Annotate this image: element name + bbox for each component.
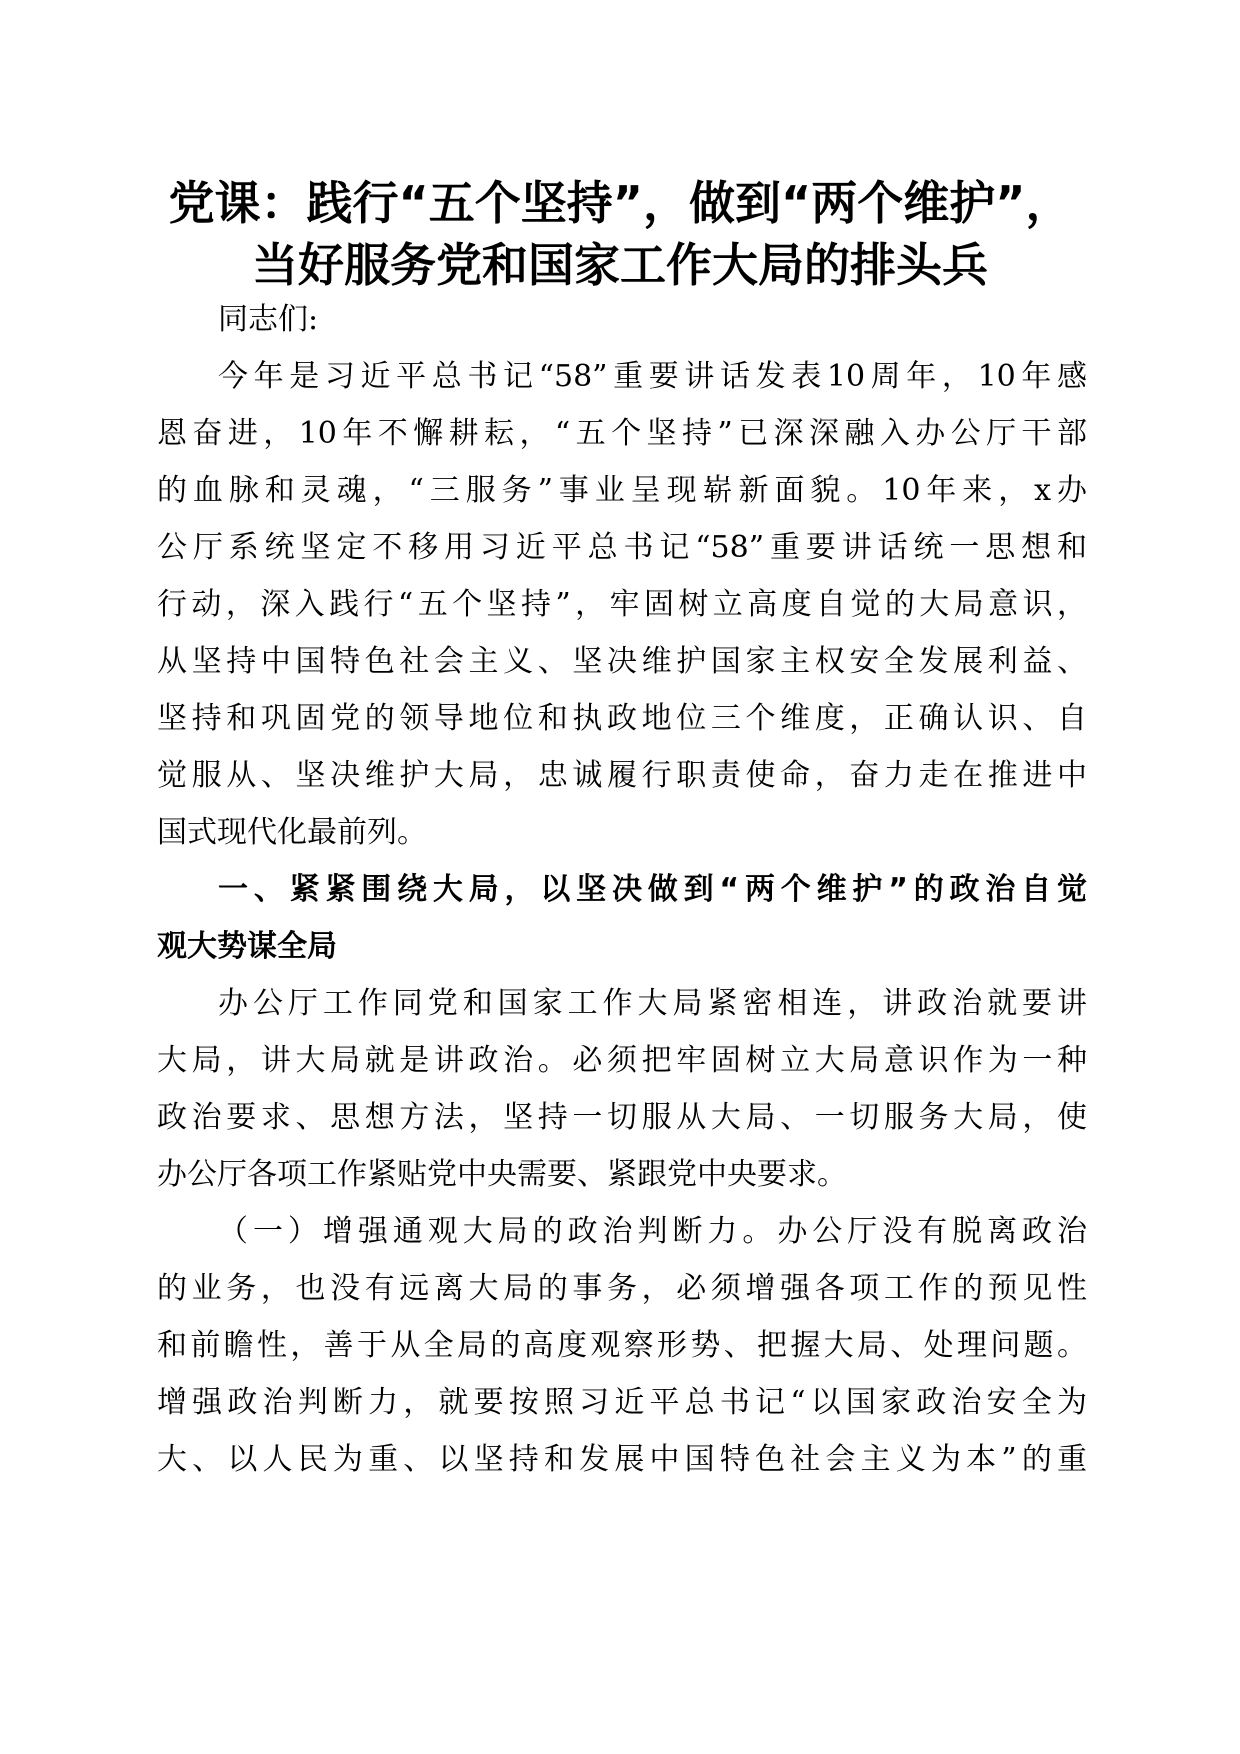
paragraph-line: 行动，深入践行“五个坚持”，牢固树立高度自觉的大局意识， xyxy=(157,587,1087,622)
paragraph-line: 增强政治判断力，就要按照习近平总书记“以国家政治安全为 xyxy=(157,1385,1087,1420)
paragraph-line: 办公厅各项工作紧贴党中央需要、紧跟党中央要求。 xyxy=(157,1157,847,1192)
paragraph-line: 的血脉和灵魂，“三服务”事业呈现崭新面貌。10年来，x办 xyxy=(157,473,1087,508)
paragraph-line: 坚持和巩固党的领导地位和执政地位三个维度，正确认识、自 xyxy=(157,701,1087,736)
paragraph-line: 公厅系统坚定不移用习近平总书记“58”重要讲话统一思想和 xyxy=(157,530,1087,565)
salutation: 同志们: xyxy=(218,302,319,337)
paragraph-line: 今年是习近平总书记“58”重要讲话发表10周年，10年感 xyxy=(218,359,1087,394)
paragraph-line: 大、以人民为重、以坚持和发展中国特色社会主义为本”的重 xyxy=(157,1442,1087,1477)
paragraph-line: 的业务，也没有远离大局的事务，必须增强各项工作的预见性 xyxy=(157,1271,1087,1306)
paragraph-line: 和前瞻性，善于从全局的高度观察形势、把握大局、处理问题。 xyxy=(157,1328,1087,1363)
section-heading-line: 一、紧紧围绕大局，以坚决做到“两个维护”的政治自觉 xyxy=(218,872,1087,907)
document-title-line-2: 当好服务党和国家工作大局的排头兵 xyxy=(252,238,988,292)
section-heading-line: 观大势谋全局 xyxy=(157,929,337,964)
paragraph-line: （一）增强通观大局的政治判断力。办公厅没有脱离政治 xyxy=(218,1214,1087,1249)
paragraph-line: 恩奋进，10年不懈耕耘，“五个坚持”已深深融入办公厅干部 xyxy=(157,416,1087,451)
paragraph-line: 从坚持中国特色社会主义、坚决维护国家主权安全发展利益、 xyxy=(157,644,1087,679)
paragraph-line: 政治要求、思想方法，坚持一切服从大局、一切服务大局，使 xyxy=(157,1100,1087,1135)
paragraph-line: 办公厅工作同党和国家工作大局紧密相连，讲政治就要讲 xyxy=(218,986,1087,1021)
document-title-line-1: 党课：践行“五个坚持”，做到“两个维护”， xyxy=(168,176,1072,230)
paragraph-line: 国式现代化最前列。 xyxy=(157,815,427,850)
paragraph-line: 觉服从、坚决维护大局，忠诚履行职责使命，奋力走在推进中 xyxy=(157,758,1087,793)
paragraph-line: 大局，讲大局就是讲政治。必须把牢固树立大局意识作为一种 xyxy=(157,1043,1087,1078)
